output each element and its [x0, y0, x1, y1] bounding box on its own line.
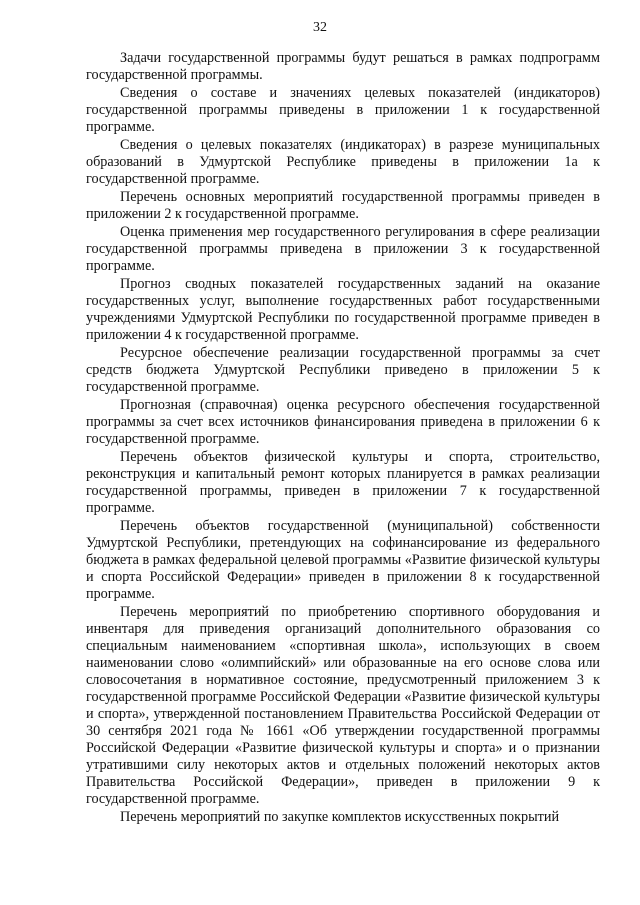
paragraph-artificial-coverings: Перечень мероприятий по закупке комплектов искусственных покрытий [120, 809, 560, 825]
paragraph-appendix-2: Перечень основных мероприятий государственной программы приведен в приложении 2 к государственной программе. [86, 189, 600, 222]
paragraph-appendix-1a: Сведения о целевых показателях (индикаторах) в разрезе муниципальных образований в Удмуртской Республике приведены в приложении 1а к государственной программе. [86, 137, 600, 187]
paragraph-tasks: Задачи государственной программы будут решаться в рамках подпрограмм государственной программы. [86, 50, 600, 83]
paragraph-appendix-5: Ресурсное обеспечение реализации государственной программы за счет средств бюджета Удмуртской Республики приведено в приложении 5 к государственной программе. [86, 345, 600, 395]
paragraph-appendix-7: Перечень объектов физической культуры и спорта, строительство, реконструкция и капитальный ремонт которых планируется в рамках реализации государственной программы, приведен в приложении 7 к государственной программе. [86, 449, 600, 516]
document-body [86, 50, 600, 827]
paragraph-appendix-6: Прогнозная (справочная) оценка ресурсного обеспечения государственной программы за счет всех источников финансирования приведена в приложении 6 к государственной программе. [86, 397, 600, 447]
paragraph-appendix-3: Оценка применения мер государственного регулирования в сфере реализации государственной программы приведена в приложении 3 к государственной программе. [86, 224, 600, 274]
page-number: 32 [313, 20, 327, 35]
paragraph-appendix-1: Сведения о составе и значениях целевых показателей (индикаторов) государственной программы приведены в приложении 1 к государственной программе. [86, 85, 600, 135]
paragraph-appendix-8: Перечень объектов государственной (муниципальной) собственности Удмуртской Республики, претендующих на софинансирование из федерального бюджета в рамках федеральной целевой программы «Развитие физической культуры и спорта Российской Федерации» приведен в приложении 8 к государственной программе. [86, 518, 600, 602]
paragraph-appendix-4: Прогноз сводных показателей государственных заданий на оказание государственных услуг, выполнение государственных работ государственными учреждениями Удмуртской Республики по государственной программе приведен в приложении 4 к государственной программе. [86, 276, 600, 343]
paragraph-appendix-9: Перечень мероприятий по приобретению спортивного оборудования и инвентаря для приведения организаций дополнительного образования со специальным наименованием «спортивная школа», использующих в своем наименовании слово «олимпийский» или образованные на его основе слова или словосочетания в нормативное состояние, предусмотренный приложением 3 к государственной программе Российской Федерации «Развитие физической культуры и спорта», утвержденной постановлением Правительства Российской Федерации от 30 сентября 2021 года № 1661 «Об утверждении государственной программы Российской Федерации «Развитие физической культуры и спорта» и о признании утратившими силу некоторых актов и отдельных положений некоторых актов Правительства Российской Федерации», приведен в приложении 9 к государственной программе. [86, 604, 600, 807]
